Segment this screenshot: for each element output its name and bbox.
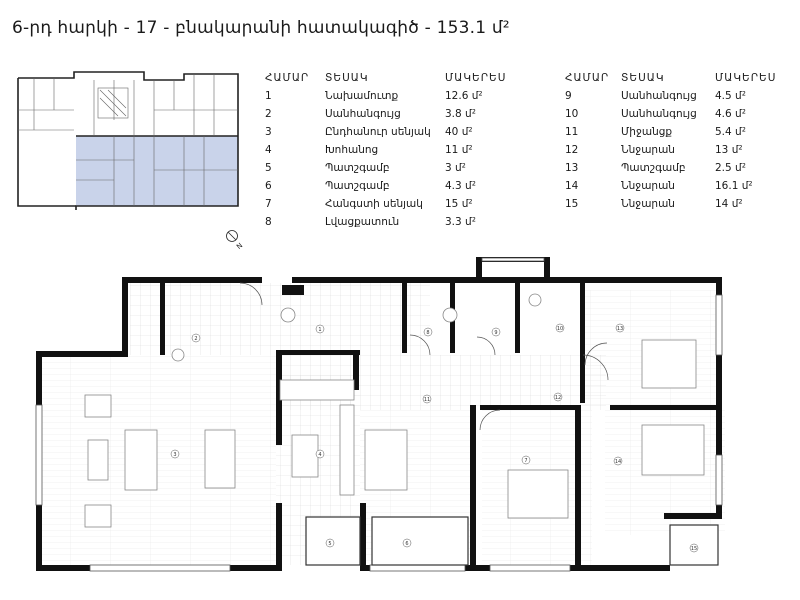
room-marker — [192, 334, 200, 342]
svg-text:12: 12 — [554, 395, 562, 401]
svg-text:5: 5 — [328, 541, 332, 547]
svg-text:9: 9 — [494, 330, 498, 336]
svg-text:7: 7 — [524, 458, 528, 464]
floor-plan — [30, 255, 774, 595]
room-marker — [554, 393, 562, 401]
room-marker — [326, 539, 334, 547]
svg-text:11: 11 — [423, 397, 431, 403]
svg-text:1: 1 — [318, 327, 322, 333]
header-area: ՄԱԿԵՐԵՍ — [715, 72, 777, 84]
room-marker — [316, 450, 324, 458]
svg-text:10: 10 — [556, 326, 564, 332]
svg-text:15: 15 — [690, 546, 698, 552]
highlighted-apartment — [76, 136, 238, 206]
room-marker — [424, 328, 432, 336]
svg-text:3: 3 — [173, 452, 177, 458]
header-area: ՄԱԿԵՐԵՍ — [445, 72, 507, 84]
room-marker — [492, 328, 500, 336]
room-marker — [614, 457, 622, 465]
svg-text:13: 13 — [616, 326, 624, 332]
room-marker — [171, 450, 179, 458]
header-number: ՀԱՄԱՐ — [265, 72, 310, 84]
room-marker — [316, 325, 324, 333]
room-marker — [616, 324, 624, 332]
key-plan — [14, 70, 240, 210]
room-marker — [423, 395, 431, 403]
room-marker — [522, 456, 530, 464]
compass-label: N — [235, 241, 245, 251]
page-title: 6-րդ հարկի - 17 - բնակարանի հատակագիծ - 153.1 մ² — [12, 18, 510, 38]
svg-text:4: 4 — [318, 452, 322, 458]
svg-text:6: 6 — [405, 541, 409, 547]
room-marker — [556, 324, 564, 332]
svg-text:14: 14 — [614, 459, 622, 465]
room-marker — [690, 544, 698, 552]
header-number: ՀԱՄԱՐ — [565, 72, 610, 84]
header-type: ՏԵՍԱԿ — [325, 72, 369, 84]
svg-text:2: 2 — [194, 336, 198, 342]
room-marker — [403, 539, 411, 547]
north-compass-icon — [222, 226, 248, 252]
svg-text:8: 8 — [426, 330, 430, 336]
header-type: ՏԵՍԱԿ — [621, 72, 665, 84]
